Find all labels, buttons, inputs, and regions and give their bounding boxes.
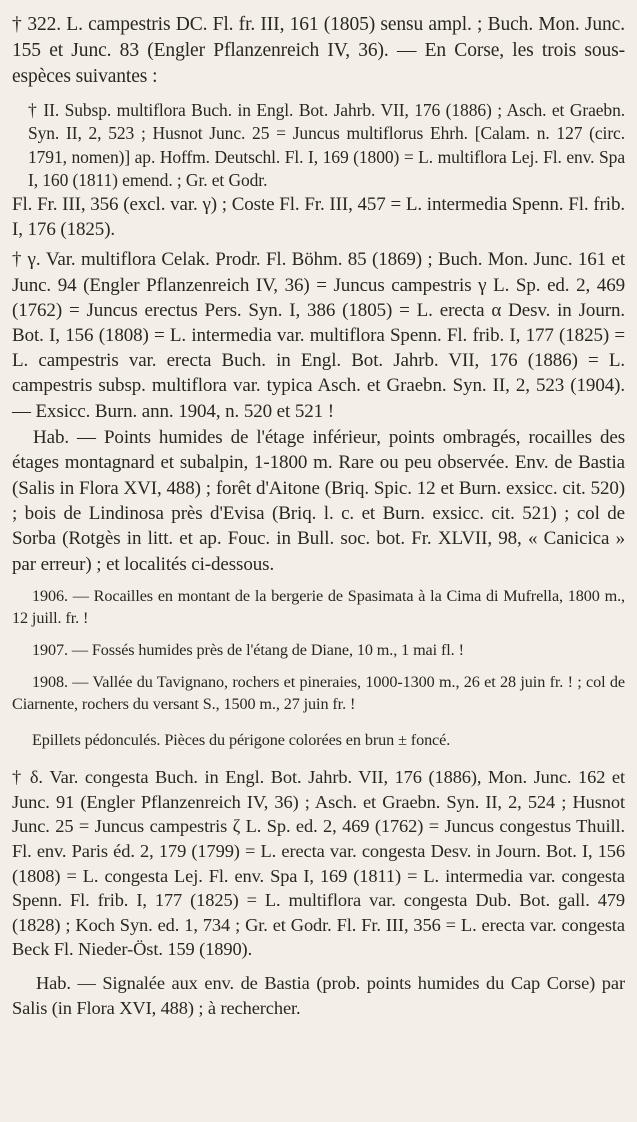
observation-1907: 1907. — Fossés humides près de l'étang de Diane, 10 m., 1 mai fl. !	[32, 641, 464, 660]
subspecies-multiflora: † II. Subsp. multiflora Buch. in Engl. Bot. Jahrb. VII, 176 (1886) ; Asch. et Graebn. Syn. II, 2, 523 ; Husnot Junc. 25 = Juncus multiflorus Ehrh. [Calam. n. 127 (circ. 1791, nomen)] ap. Hoffm. Deutschl. Fl. I, 169 (1800) = L. multiflora Lej. Fl. env. Spa I, 160 (1811) emend. ; Gr. et Godr.	[28, 100, 625, 190]
observation-1906: 1906. — Rocailles en montant de la bergerie de Spasimata à la Cima di Mufrella, 1800 m., 12 juill. fr. !	[12, 587, 625, 628]
habitat-paragraph: Hab. — Points humides de l'étage inférieur, points ombragés, rocailles des étages montagnard et subalpin, 1-1800 m. Rare ou peu observée. Env. de Bastia (Salis in Flora XVI, 488) ; forêt d'Aitone (Briq. Spic. 12 et Burn. exsicc. cit. 520) ; bois de Lindinosa près d'Evisa (Briq. l. c. et Burn. exsicc. cit. 521) ; col de Sorba (Rotgès in litt. et ap. Fouc. in Bull. soc. bot. Fr. XLVII, 98, « Canicica » par erreur) ; et localités ci-dessous.	[12, 426, 625, 575]
variety-congesta: † δ. Var. congesta Buch. in Engl. Bot. Jahrb. VII, 176 (1886), Mon. Junc. 162 et Junc. 91 (Engler Pflanzenreich IV, 36) ; Asch. et Graebn. Syn. II, 2, 524 ; Husnot Junc. 25 = Juncus campestris ζ L. Sp. ed. 2, 469 (1762) = Juncus congestus Thuill. Fl. env. Paris éd. 2, 179 (1799) = L. erecta var. congesta Desv. in Journ. Bot. I, 156 (1808) = L. congesta Lej. Fl. env. Spa I, 169 (1811) = L. intermedia var. congesta Spenn. Fl. frib. I, 177 (1825) = L. multiflora var. congesta Dub. Bot. gall. 479 (1828) ; Koch Syn. ed. 1, 734 ; Gr. et Godr. Fl. Fr. III, 356 = L. erecta var. congesta Beck Fl. Nieder-Öst. 159 (1890).	[12, 767, 625, 960]
variety-multiflora: † γ. Var. multiflora Celak. Prodr. Fl. Böhm. 85 (1869) ; Buch. Mon. Junc. 161 et Junc. 94 (Engler Pflanzenreich IV, 36) = Juncus campestris γ L. Sp. ed. 2, 469 (1762) = Juncus erectus Pers. Syn. I, 386 (1805) = L. erecta α Desv. in Journ. Bot. I, 156 (1808) = L. intermedia var. multiflora Spenn. Fl. frib. I, 177 (1825) = L. campestris var. erecta Buch. in Engl. Bot. Jahrb. VII, 176 (1886) = L. campestris subsp. multiflora var. typica Asch. et Graebn. Syn. II, 2, 523 (1904). — Exsicc. Burn. ann. 1904, n. 520 et 521 !	[12, 249, 625, 422]
observation-1908: 1908. — Vallée du Tavignano, rochers et pineraies, 1000-1300 m., 26 et 28 juin fr. ! ; col de Ciarnente, rochers du versant S., 1500 m., 27 juin fr. !	[12, 673, 625, 714]
habitat-congesta: Hab. — Signalée aux env. de Bastia (prob. points humides du Cap Corse) par Salis (in Flora XVI, 488) ; à rechercher.	[12, 972, 625, 1018]
entry-campestris: † 322. L. campestris DC. Fl. fr. III, 161 (1805) sensu ampl. ; Buch. Mon. Junc. 155 et Junc. 83 (Engler Pflanzenreich IV, 36). — En Corse, les trois sous-espèces suivantes :	[12, 14, 625, 87]
subspecies-multiflora-continued: Fl. Fr. III, 356 (excl. var. γ) ; Coste Fl. Fr. III, 457 = L. intermedia Spenn. Fl. frib. I, 176 (1825).	[12, 194, 625, 240]
epillets-note: Epillets pédonculés. Pièces du périgone colorées en brun ± foncé.	[32, 731, 451, 750]
